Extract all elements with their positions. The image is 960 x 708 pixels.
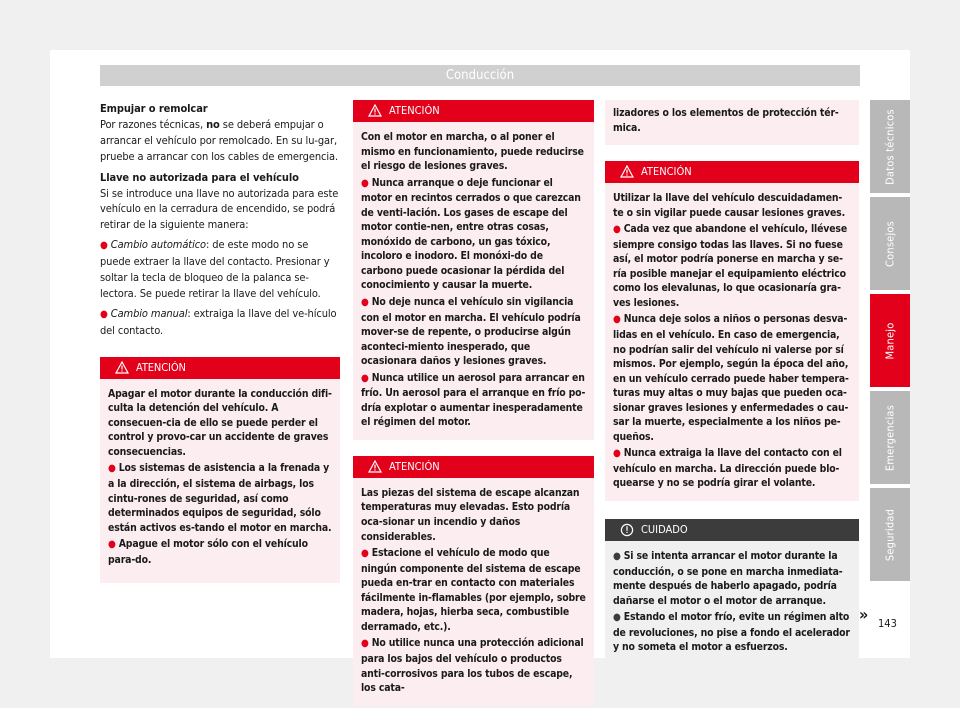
page — [50, 50, 910, 695]
bullet-icon: ● — [100, 240, 108, 252]
warning-icon — [620, 165, 634, 178]
warning-header: ATENCIÓN — [353, 100, 594, 122]
bullet-icon: ● — [361, 177, 369, 189]
warning-header: ATENCIÓN — [605, 161, 859, 183]
paragraph-empujar: Por razones técnicas, no se deberá empujar o arrancar el vehículo por remolcado. En su lu-gar, pruebe a arrancar con los cables de emergencia. — [100, 117, 338, 163]
bullet-icon: ● — [613, 224, 621, 236]
tab-manejo[interactable]: Manejo — [870, 294, 910, 387]
continue-marker: » — [859, 605, 869, 624]
page-header — [100, 65, 860, 86]
list-item: ● Nunca arranque o deje funcionar el motor en recintos cerrados o que carezcan de venti-lación. Los gases de escape del motor contie-nen, entre otras cosas, monóxido de carbono, un gas tóxico, incoloro e inodoro. El monóxi-do de carbono puede ocasionar la pérdida del conocimiento y causar la muerte. — [361, 176, 581, 292]
list-item: ● Los sistemas de asistencia a la frenada y a la dirección, el sistema de airbags, los cintu-rones de seguridad, así como determinados equipos de seguridad, sólo están activos es-tando el motor en marcha. — [108, 462, 332, 534]
list-item: ● Cambio manual: extraiga la llave del ve-hículo del contacto. — [100, 306, 337, 337]
list-item: ● No deje nunca el vehículo sin vigilancia con el motor en marcha. El vehículo podría mover-se de repente, o producirse algún aconteci-miento inesperado, que ocasionara daños y lesiones graves. — [361, 296, 581, 368]
warning-intro: Con el motor en marcha, o al poner el mismo en funcionamiento, puede reducirse el riesgo de lesiones graves. — [361, 131, 584, 173]
tab-datos-tecnicos[interactable]: Datos técnicos — [870, 100, 910, 193]
bullet-icon: ● — [613, 314, 621, 326]
column-1 — [100, 100, 340, 583]
bullet-icon: ● — [613, 551, 621, 563]
bullet-icon: ● — [100, 308, 108, 320]
warning-header: ATENCIÓN — [100, 357, 340, 379]
list-item: ● Nunca utilice un aerosol para arrancar en frío. Un aerosol para el arranque en frío po-dría explotar o aumentar inesperadamente el régimen del motor. — [361, 371, 586, 429]
list-item: ● Cada vez que abandone el vehículo, llévese siempre consigo todas las llaves. Si no fuese así, el motor podría ponerse en marcha y se-ría posible manejar el equipamiento eléctrico como los elevalunas, lo que ocasionaría gra-ves lesiones. — [613, 223, 848, 309]
list-item: ● Estando el motor frío, evite un régimen alto de revoluciones, no pise a fondo el acelerador y no someta el motor a esfuerzos. — [613, 611, 850, 654]
column-2 — [353, 100, 594, 706]
info-icon — [620, 523, 634, 537]
column-3 — [605, 100, 859, 665]
warning-icon — [368, 460, 382, 473]
chapter-title: Conducción — [445, 68, 515, 83]
warning-icon — [115, 361, 129, 374]
paragraph-llave: Si se introduce una llave no autorizada para este vehículo en la cerradura de encendido, se podrá retirar de la siguiente manera: — [100, 186, 339, 232]
bullet-icon: ● — [361, 372, 369, 384]
bullet-icon: ● — [108, 539, 116, 551]
bullet-icon: ● — [361, 548, 369, 560]
care-header: CUIDADO — [605, 519, 859, 541]
bullet-icon: ● — [361, 638, 369, 650]
warning-box — [100, 357, 340, 584]
bullet-icon: ● — [613, 448, 621, 460]
tab-seguridad[interactable]: Seguridad — [870, 488, 910, 581]
list-item: ● Nunca extraiga la llave del contacto con el vehículo en marcha. La dirección puede blo-quearse y no se podría girar el volante. — [613, 447, 842, 490]
heading-llave: Llave no autorizada para el vehículo — [100, 170, 299, 184]
warning-box — [353, 100, 594, 440]
continuation-text: lizadores o los elementos de protección tér-mica. — [613, 107, 839, 134]
page-number: 143 — [878, 617, 897, 630]
list-item: ● No utilice nunca una protección adicional para los bajos del vehículo o productos anti-corrosivos para los tubos de escape, los cata- — [361, 637, 584, 695]
warning-intro: Apagar el motor durante la conducción difi-culta la detención del vehículo. A consecuen-cia de ello se puede perder el control y provo-car un accidente de graves consecuencias. — [108, 387, 332, 458]
bullet-icon: ● — [108, 463, 116, 475]
care-box — [605, 519, 859, 665]
tab-emergencias[interactable]: Emergencias — [870, 391, 910, 484]
warning-header: ATENCIÓN — [353, 456, 594, 478]
bullet-icon: ● — [613, 612, 621, 624]
bullet-icon: ● — [361, 297, 369, 309]
warning-icon — [368, 104, 382, 117]
heading-empujar: Empujar o remolcar — [100, 102, 208, 115]
continuation-box — [605, 100, 859, 145]
list-item: ● Nunca deje solos a niños o personas desva-lidas en el vehículo. En caso de emergencia, no podrían salir del vehículo ni valerse por sí mismos. Por ejemplo, según la época del año, en un vehículo cerrado puede haber tempera-turas muy altas o muy bajas que pueden oca-sionar graves lesiones y enfermedades o cau-sar la muerte, especialmente a los niños pe-queños. — [613, 313, 849, 443]
warning-intro: Las piezas del sistema de escape alcanzan temperaturas muy elevadas. Esto podría oca-sionar un incendio y daños considerables. — [361, 486, 580, 543]
warning-intro: Utilizar la llave del vehículo descuidadamen-te o sin vigilar puede causar lesiones graves. — [613, 192, 846, 219]
tab-consejos[interactable]: Consejos — [870, 197, 910, 290]
list-item: ● Si se intenta arrancar el motor durante la conducción, o se pone en marcha inmediata-mente después de haberlo apagado, podría dañarse el motor o el motor de arranque. — [613, 550, 843, 607]
section-tabs — [870, 100, 910, 585]
list-item: ● Cambio automático: de este modo no se puede extraer la llave del contacto. Presionar y soltar la tecla de bloqueo de la palanca se-lectora. Se puede retirar la llave del vehículo. — [100, 238, 330, 300]
list-item: ● Estacione el vehículo de modo que ningún componente del sistema de escape pueda en-trar en contacto con materiales fácilmente in-flamables (por ejemplo, sobre madera, hojas, hierba seca, combustible derramado, etc.). — [361, 547, 586, 633]
warning-box — [605, 161, 859, 501]
list-item: ● Apague el motor sólo con el vehículo para-do. — [108, 538, 308, 566]
warning-box — [353, 456, 594, 706]
